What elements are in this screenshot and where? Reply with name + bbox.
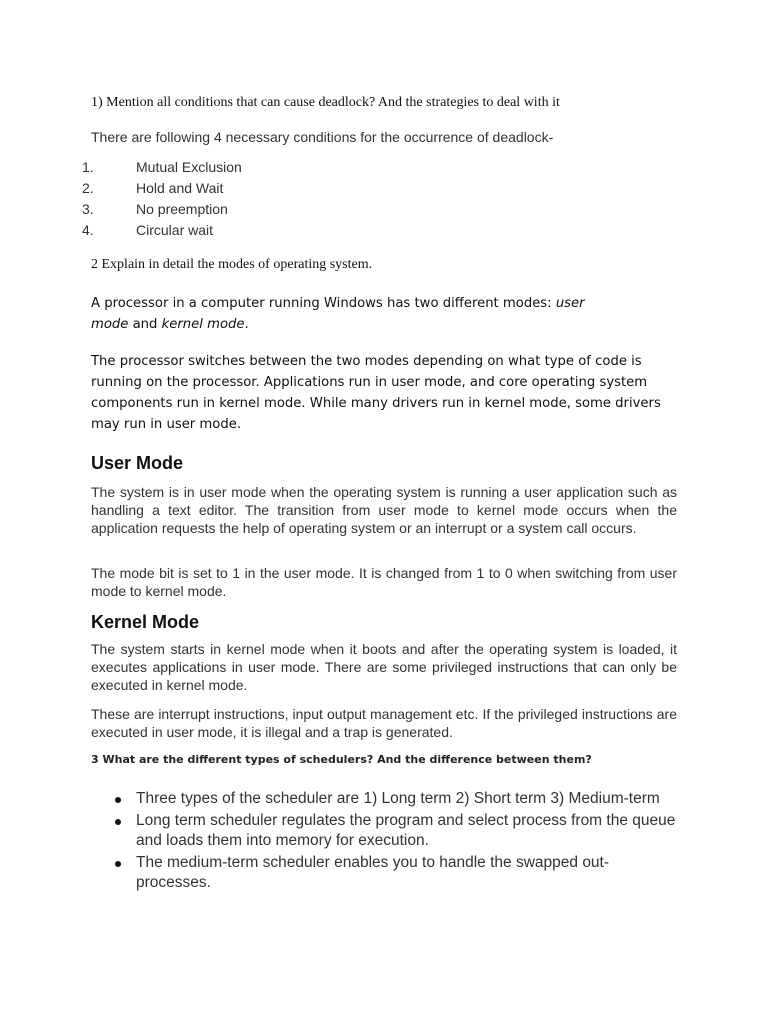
list-item-text: Long term scheduler regulates the program and select process from the queue and loads them into memory for execution. xyxy=(136,812,676,849)
list-item xyxy=(0,199,768,220)
list-item xyxy=(0,811,676,851)
modes-intro-lead: A processor in a computer running Windows has two different modes: xyxy=(91,296,556,311)
list-item-text: Mutual Exclusion xyxy=(136,159,242,175)
list-item-text: Circular wait xyxy=(136,222,214,238)
list-item-text: The medium-term scheduler enables you to handle the swapped out-processes. xyxy=(136,854,610,891)
list-item xyxy=(0,220,768,241)
list-item xyxy=(0,178,768,199)
bullet-icon xyxy=(115,861,121,867)
processor-switch-paragraph: The processor switches between the two modes depending on what type of code is running on the processor. Applications run in user mode, and core operating system components run in kernel mode. While many drivers run in kernel mode, some drivers may run in user mode. xyxy=(91,354,661,432)
bullet-icon xyxy=(115,819,121,825)
kernel-mode-paragraph-2: These are interrupt instructions, input output management etc. If the privileged instructions are executed in user mode, it is illegal and a trap is generated. xyxy=(91,706,677,740)
user-mode-paragraph-1: The system is in user mode when the operating system is running a user application such as handling a text editor. The transition from user mode to kernel mode occurs when the application requests the help of operating system or an interrupt or a system call occurs. xyxy=(91,484,677,536)
deadlock-intro: There are following 4 necessary conditions for the occurrence of deadlock- xyxy=(91,129,554,145)
list-item xyxy=(0,157,768,178)
question-2-title: 2 Explain in detail the modes of operating system. xyxy=(91,257,373,272)
user-mode-term: user mode xyxy=(91,296,585,332)
list-item-number: 2. xyxy=(82,180,94,196)
kernel-mode-term: kernel mode xyxy=(161,317,245,332)
list-item xyxy=(0,789,676,809)
list-item-number: 3. xyxy=(82,201,94,217)
question-3-title: 3 What are the different types of schedulers? And the difference between them? xyxy=(91,753,592,766)
kernel-mode-heading: Kernel Mode xyxy=(91,612,200,632)
user-mode-paragraph-2: The mode bit is set to 1 in the user mode. It is changed from 1 to 0 when switching from user mode to kernel mode. xyxy=(91,565,677,599)
list-item xyxy=(0,853,676,893)
scheduler-bullet-list xyxy=(0,789,768,895)
list-item-text: No preemption xyxy=(136,201,228,217)
bullet-icon xyxy=(115,797,121,803)
list-item-text: Hold and Wait xyxy=(136,180,224,196)
modes-intro-paragraph xyxy=(91,293,601,335)
deadlock-conditions-list xyxy=(0,157,768,241)
user-mode-heading: User Mode xyxy=(91,453,184,473)
modes-intro-end: . xyxy=(244,317,249,332)
modes-intro-mid: and xyxy=(128,317,162,332)
list-item-number: 4. xyxy=(82,222,94,238)
kernel-mode-paragraph-1: The system starts in kernel mode when it boots and after the operating system is loaded, it executes applications in user mode. There are some privileged instructions that can only be executed in kernel mode. xyxy=(91,641,677,693)
question-1-title: 1) Mention all conditions that can cause deadlock? And the strategies to deal with it xyxy=(91,95,560,110)
list-item-number: 1. xyxy=(82,159,94,175)
list-item-text: Three types of the scheduler are 1) Long term 2) Short term 3) Medium-term xyxy=(136,790,660,807)
